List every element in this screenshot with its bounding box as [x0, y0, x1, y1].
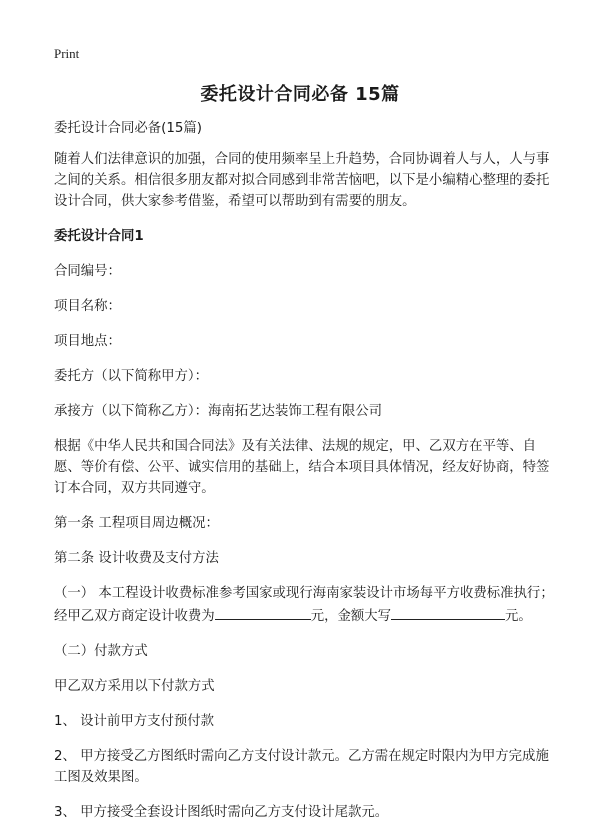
article-1: 第一条 工程项目周边概况：: [54, 516, 219, 531]
project-location-field: 项目地点：: [54, 334, 121, 349]
fee-amount-blank: [215, 604, 311, 620]
section-heading: 委托设计合同1: [54, 229, 144, 244]
payment-intro: 甲乙双方采用以下付款方式: [54, 679, 215, 694]
article-2: 第二条 设计收费及支付方法: [54, 551, 219, 566]
party-a-field: 委托方（以下简称甲方）：: [54, 369, 208, 384]
fee-clause-part3: 元。: [505, 609, 532, 624]
fee-clause: [54, 583, 554, 627]
payment-heading: （二）付款方式: [54, 644, 148, 659]
party-b-field: 承接方（以下简称乙方）：海南拓艺达装饰工程有限公司: [54, 404, 383, 419]
fee-words-blank: [391, 604, 505, 620]
payment-item-3: 3、 甲方接受全套设计图纸时需向乙方支付设计尾款元。: [54, 805, 389, 820]
contract-number-field: 合同编号：: [54, 264, 121, 279]
print-link[interactable]: Print: [54, 46, 80, 61]
payment-item-1: 1、 设计前甲方支付预付款: [54, 714, 215, 729]
page-title: 委托设计合同必备 15篇: [200, 84, 400, 105]
payment-item-2: 2、 甲方接受乙方图纸时需向乙方支付设计款元。乙方需在规定时限内为甲方完成施工图及效果图。: [54, 749, 549, 785]
project-name-field: 项目名称：: [54, 299, 121, 314]
fee-clause-part1: （一） 本工程设计收费标准参考国家或现行海南家装设计市场每平方收费标准执行；经甲乙双方商定设计收费为: [54, 586, 554, 624]
intro-paragraph: 随着人们法律意识的加强，合同的使用频率呈上升趋势，合同协调着人与人，人与事之间的关系。相信很多朋友都对拟合同感到非常苦恼吧，以下是小编精心整理的委托设计合同，供大家参考借鉴，希望可以帮助到有需要的朋友。: [54, 152, 550, 209]
document-subtitle: 委托设计合同必备(15篇): [54, 121, 203, 136]
fee-clause-part2: 元，金额大写: [310, 609, 392, 624]
document-body: [54, 118, 554, 837]
basis-paragraph: 根据《中华人民共和国合同法》及有关法律、法规的规定，甲、乙双方在平等、自愿、等价有偿、公平、诚实信用的基础上，结合本项目具体情况，经友好协商，特签订本合同，双方共同遵守。: [54, 439, 550, 496]
